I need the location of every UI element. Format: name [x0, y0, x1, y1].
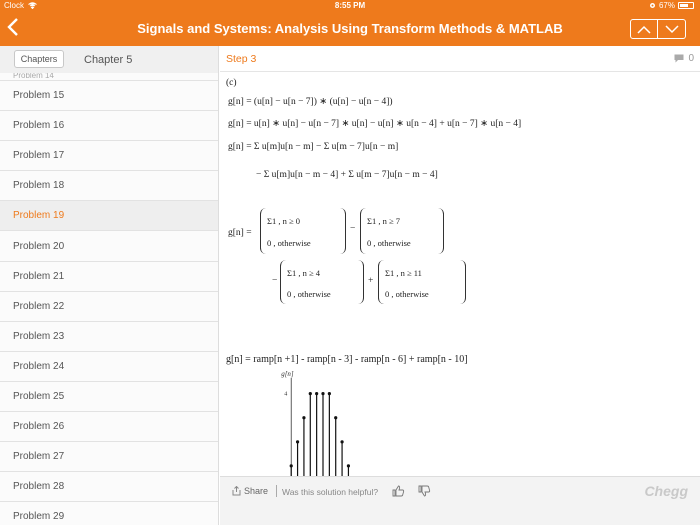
- chevron-up-icon: [637, 25, 651, 34]
- case-block-c: [280, 260, 364, 304]
- problem-item[interactable]: Problem 18: [0, 171, 219, 201]
- case-b-top: Σ1 , n ≥ 7: [367, 216, 400, 226]
- y-tick-label: 4: [284, 391, 288, 398]
- stem-point: [328, 392, 331, 395]
- problem-item[interactable]: Problem 25: [0, 382, 219, 412]
- case-c-top: Σ1 , n ≥ 4: [287, 268, 320, 278]
- equation-line-1: g[n] = (u[n] − u[n − 7]) ∗ (u[n] − u[n − 4]): [228, 97, 393, 107]
- chapters-button[interactable]: Chapters: [14, 50, 64, 68]
- problem-item[interactable]: Problem 26: [0, 412, 219, 442]
- share-button[interactable]: [232, 486, 268, 496]
- stem-point: [302, 416, 305, 419]
- problem-item[interactable]: Problem 21: [0, 262, 219, 292]
- helpful-prompt: Was this solution helpful?: [282, 487, 379, 497]
- problem-item[interactable]: Problem 19: [0, 201, 219, 231]
- case-c-bot: 0 , otherwise: [287, 289, 331, 299]
- battery-icon: [678, 2, 694, 9]
- step-header: [220, 46, 700, 72]
- problem-sidebar: [0, 46, 219, 525]
- chevron-down-icon: [665, 25, 679, 34]
- footer-separator: [276, 485, 277, 497]
- problem-item[interactable]: Problem 27: [0, 442, 219, 472]
- minus-sign-a: −: [350, 224, 356, 234]
- case-a-top: Σ1 , n ≥ 0: [267, 216, 300, 226]
- problem-item[interactable]: Problem 17: [0, 141, 219, 171]
- status-right: [649, 1, 694, 10]
- case-b-bot: 0 , otherwise: [367, 238, 411, 248]
- problem-item[interactable]: Problem 24: [0, 352, 219, 382]
- problem-item[interactable]: Problem 22: [0, 292, 219, 322]
- stem-point: [315, 392, 318, 395]
- problem-item[interactable]: Problem 20: [0, 231, 219, 261]
- next-step-button[interactable]: [658, 19, 686, 39]
- step-label: Step 3: [226, 53, 257, 65]
- y-axis-label: g[n]: [281, 370, 294, 378]
- solution-panel: [220, 46, 700, 476]
- equation-line-4: − Σ u[m]u[n − m − 4] + Σ u[m − 7]u[n − m − 4]: [256, 170, 438, 180]
- chapter-label: Chapter 5: [84, 54, 133, 66]
- stem-point: [309, 392, 312, 395]
- stem-point: [290, 464, 293, 467]
- minus-sign-c: −: [272, 276, 278, 286]
- problem-item[interactable]: Problem 29: [0, 502, 219, 525]
- case-d-top: Σ1 , n ≥ 11: [385, 268, 422, 278]
- thumbs-down-icon: [418, 485, 431, 497]
- case-block-d: [378, 260, 466, 304]
- step-nav: [630, 19, 686, 39]
- thumbs-up-icon: [392, 485, 405, 497]
- share-label: Share: [244, 486, 269, 496]
- previous-step-button[interactable]: [630, 19, 658, 39]
- plus-sign-d: +: [368, 276, 374, 286]
- problem-list: [0, 73, 219, 525]
- comments-button[interactable]: [674, 53, 694, 64]
- problem-item[interactable]: Problem 16: [0, 111, 219, 141]
- problem-item[interactable]: Problem 28: [0, 472, 219, 502]
- ramp-equation: g[n] = ramp[n +1] - ramp[n - 3] - ramp[n - 6] + ramp[n - 10]: [226, 354, 468, 365]
- comment-count: 0: [688, 53, 694, 64]
- case-d-bot: 0 , otherwise: [385, 289, 429, 299]
- solution-footer: [220, 476, 700, 525]
- page-title: Signals and Systems: Analysis Using Transform Methods & MATLAB: [137, 21, 563, 36]
- case-block-a: [260, 208, 346, 254]
- thumbs-up-button[interactable]: [392, 484, 405, 502]
- stem-point: [347, 464, 350, 467]
- chegg-logo: Chegg: [644, 483, 688, 499]
- part-label: (c): [226, 78, 237, 88]
- comment-icon: [674, 54, 684, 63]
- equation-line-2: g[n] = u[n] ∗ u[n] − u[n − 7] ∗ u[n] − u[n] ∗ u[n − 4] + u[n − 7] ∗ u[n − 4]: [228, 119, 522, 129]
- nav-bar: [0, 12, 700, 46]
- stem-point: [334, 416, 337, 419]
- sidebar-header: [0, 46, 218, 74]
- stem-point: [296, 440, 299, 443]
- share-icon: [232, 486, 241, 496]
- status-time: 8:55 PM: [334, 1, 366, 10]
- thumbs-down-button[interactable]: [418, 484, 431, 502]
- equation-line-3: g[n] = Σ u[m]u[n − m] − Σ u[m − 7]u[n − m]: [228, 142, 399, 152]
- battery-percent: 67%: [658, 1, 675, 10]
- gn-label: g[n] =: [228, 228, 252, 238]
- stem-point: [340, 440, 343, 443]
- problem-item[interactable]: Problem 15: [0, 81, 219, 111]
- status-bar: [0, 0, 700, 12]
- case-block-b: [360, 208, 444, 254]
- problem-item[interactable]: Problem 23: [0, 322, 219, 352]
- carrier-label: Clock: [4, 1, 25, 10]
- problem-item-partial[interactable]: Problem 14: [0, 73, 219, 81]
- stem-point: [321, 392, 324, 395]
- solution-content: [226, 76, 696, 476]
- case-a-bot: 0 , otherwise: [267, 238, 311, 248]
- gear-icon: [649, 2, 656, 9]
